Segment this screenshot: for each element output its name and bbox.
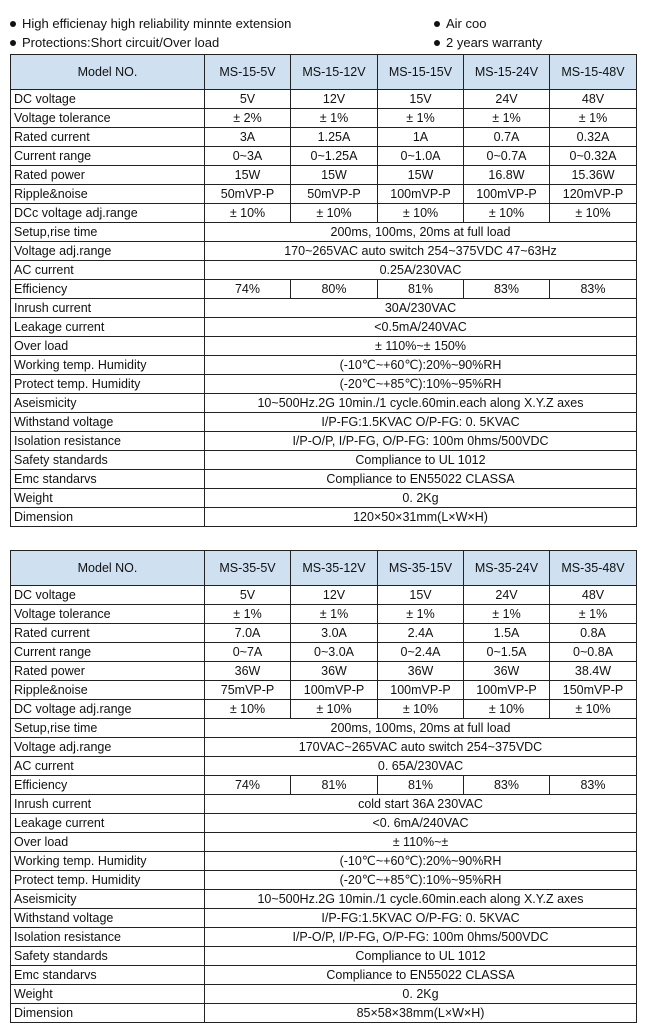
model-header: MS-35-12V bbox=[291, 551, 378, 586]
table-row bbox=[11, 757, 637, 776]
row-label: Aseismicity bbox=[11, 394, 205, 413]
table-row bbox=[11, 90, 637, 109]
row-label: Inrush current bbox=[11, 795, 205, 814]
spec-value: 0. 65A/230VAC bbox=[205, 757, 637, 776]
row-label: Weight bbox=[11, 489, 205, 508]
row-label: Voltage adj.range bbox=[11, 242, 205, 261]
spec-value: 15W bbox=[378, 166, 464, 185]
spec-value: ± 10% bbox=[291, 204, 378, 223]
row-label: Voltage adj.range bbox=[11, 738, 205, 757]
spec-value: ± 10% bbox=[464, 700, 550, 719]
row-label: Safety standards bbox=[11, 947, 205, 966]
table-row bbox=[11, 337, 637, 356]
row-label: Setup,rise time bbox=[11, 223, 205, 242]
spec-value: 1.5A bbox=[464, 624, 550, 643]
spec-value: 81% bbox=[378, 776, 464, 795]
table-row bbox=[11, 681, 637, 700]
table-row bbox=[11, 109, 637, 128]
table-row bbox=[11, 605, 637, 624]
bullet-icon bbox=[434, 21, 440, 27]
spec-value: Compliance to EN55022 CLASSA bbox=[205, 966, 637, 985]
spec-value: ± 2% bbox=[205, 109, 291, 128]
spec-value: 100mVP-P bbox=[378, 681, 464, 700]
row-label: Protect temp. Humidity bbox=[11, 871, 205, 890]
feature-row bbox=[10, 33, 646, 52]
table-row bbox=[11, 814, 637, 833]
row-label: AC current bbox=[11, 261, 205, 280]
row-label: Withstand voltage bbox=[11, 413, 205, 432]
spec-value: (-10℃~+60℃):20%~90%RH bbox=[205, 852, 637, 871]
spec-value: 0~2.4A bbox=[378, 643, 464, 662]
table-row bbox=[11, 299, 637, 318]
table-row bbox=[11, 394, 637, 413]
table-row bbox=[11, 508, 637, 527]
spec-value: 100mVP-P bbox=[464, 185, 550, 204]
row-label: Isolation resistance bbox=[11, 928, 205, 947]
spec-value: 48V bbox=[550, 90, 637, 109]
table-row bbox=[11, 890, 637, 909]
spec-value: I/P-O/P, I/P-FG, O/P-FG: 100m 0hms/500VDC bbox=[205, 432, 637, 451]
table-row bbox=[11, 432, 637, 451]
row-label: DCc voltage adj.range bbox=[11, 204, 205, 223]
spec-value: 50mVP-P bbox=[291, 185, 378, 204]
table-row bbox=[11, 356, 637, 375]
spec-value: 74% bbox=[205, 280, 291, 299]
table-row bbox=[11, 852, 637, 871]
spec-value: 5V bbox=[205, 90, 291, 109]
row-label: Leakage current bbox=[11, 814, 205, 833]
spec-value: 150mVP-P bbox=[550, 681, 637, 700]
feature-item bbox=[434, 14, 486, 33]
table-row bbox=[11, 776, 637, 795]
features-list bbox=[10, 14, 646, 52]
spec-value: 83% bbox=[464, 776, 550, 795]
table-row bbox=[11, 147, 637, 166]
spec-value: 3.0A bbox=[291, 624, 378, 643]
spec-value: ± 1% bbox=[464, 109, 550, 128]
table-row bbox=[11, 128, 637, 147]
spec-table-ms-35 bbox=[10, 550, 637, 1023]
spec-value: 120mVP-P bbox=[550, 185, 637, 204]
spec-value: 36W bbox=[464, 662, 550, 681]
row-label: Protect temp. Humidity bbox=[11, 375, 205, 394]
spec-value: ± 10% bbox=[291, 700, 378, 719]
spec-value: ± 10% bbox=[550, 700, 637, 719]
spec-value: 36W bbox=[378, 662, 464, 681]
row-label: Dimension bbox=[11, 1004, 205, 1023]
row-label: Voltage tolerance bbox=[11, 605, 205, 624]
model-header: MS-35-5V bbox=[205, 551, 291, 586]
model-header: MS-15-24V bbox=[464, 55, 550, 90]
spec-value: 7.0A bbox=[205, 624, 291, 643]
spec-value: 0~0.32A bbox=[550, 147, 637, 166]
feature-text: Air coo bbox=[446, 16, 487, 31]
spec-value: 2.4A bbox=[378, 624, 464, 643]
row-label: Efficiency bbox=[11, 776, 205, 795]
spec-value: 3A bbox=[205, 128, 291, 147]
row-label: Over load bbox=[11, 833, 205, 852]
spec-value: 48V bbox=[550, 586, 637, 605]
spec-value: <0.5mA/240VAC bbox=[205, 318, 637, 337]
spec-value: 24V bbox=[464, 90, 550, 109]
spec-value: 15W bbox=[205, 166, 291, 185]
table-row bbox=[11, 643, 637, 662]
spec-value: 15W bbox=[291, 166, 378, 185]
spec-value: 83% bbox=[550, 280, 637, 299]
table-row bbox=[11, 947, 637, 966]
spec-table-ms-15 bbox=[10, 54, 637, 527]
spec-value: I/P-O/P, I/P-FG, O/P-FG: 100m 0hms/500VDC bbox=[205, 928, 637, 947]
spec-value: ± 1% bbox=[291, 605, 378, 624]
spec-value: 83% bbox=[464, 280, 550, 299]
row-label: Rated power bbox=[11, 662, 205, 681]
spec-value: 36W bbox=[205, 662, 291, 681]
spec-value: ± 110%~± bbox=[205, 833, 637, 852]
table-row bbox=[11, 261, 637, 280]
spec-value: ± 1% bbox=[464, 605, 550, 624]
table-row bbox=[11, 413, 637, 432]
spec-value: (-20℃~+85℃):10%~95%RH bbox=[205, 871, 637, 890]
feature-text: 2 years warranty bbox=[446, 35, 543, 50]
model-header: MS-15-12V bbox=[291, 55, 378, 90]
bullet-icon bbox=[10, 40, 16, 46]
spec-value: 10~500Hz.2G 10min./1 cycle.60min.each along X.Y.Z axes bbox=[205, 394, 637, 413]
spec-value: 170~265VAC auto switch 254~375VDC 47~63Hz bbox=[205, 242, 637, 261]
row-label: Current range bbox=[11, 643, 205, 662]
row-label: Working temp. Humidity bbox=[11, 356, 205, 375]
spec-value: 12V bbox=[291, 586, 378, 605]
row-label: Rated power bbox=[11, 166, 205, 185]
table-row bbox=[11, 166, 637, 185]
spec-value: 15V bbox=[378, 586, 464, 605]
spec-value: ± 1% bbox=[291, 109, 378, 128]
spec-value: 15V bbox=[378, 90, 464, 109]
table-row bbox=[11, 928, 637, 947]
spec-value: 1.25A bbox=[291, 128, 378, 147]
row-label: Dimension bbox=[11, 508, 205, 527]
spec-value: ± 1% bbox=[205, 605, 291, 624]
bullet-icon bbox=[434, 40, 440, 46]
spec-value: 200ms, 100ms, 20ms at full load bbox=[205, 719, 637, 738]
spec-value: 0~0.8A bbox=[550, 643, 637, 662]
feature-text: High efficienay high reliability minnte extension bbox=[22, 16, 292, 31]
row-label: Leakage current bbox=[11, 318, 205, 337]
spec-value: ± 10% bbox=[378, 700, 464, 719]
table-row bbox=[11, 375, 637, 394]
table-row bbox=[11, 586, 637, 605]
row-label: Efficiency bbox=[11, 280, 205, 299]
spec-value: 85×58×38mm(L×W×H) bbox=[205, 1004, 637, 1023]
spec-value: 1A bbox=[378, 128, 464, 147]
row-label: Rated current bbox=[11, 128, 205, 147]
spec-value: 0.32A bbox=[550, 128, 637, 147]
spec-value: 100mVP-P bbox=[291, 681, 378, 700]
spec-value: 0.7A bbox=[464, 128, 550, 147]
row-label: DC voltage bbox=[11, 586, 205, 605]
spec-value: <0. 6mA/240VAC bbox=[205, 814, 637, 833]
row-label: Ripple&noise bbox=[11, 185, 205, 204]
table-row bbox=[11, 700, 637, 719]
table-row bbox=[11, 966, 637, 985]
model-header: MS-15-15V bbox=[378, 55, 464, 90]
spec-value: 200ms, 100ms, 20ms at full load bbox=[205, 223, 637, 242]
table-row bbox=[11, 204, 637, 223]
spec-value: 0~1.25A bbox=[291, 147, 378, 166]
spec-value: ± 10% bbox=[205, 204, 291, 223]
table-row bbox=[11, 185, 637, 204]
spec-value: 83% bbox=[550, 776, 637, 795]
spec-value: 81% bbox=[378, 280, 464, 299]
spec-value: 0. 2Kg bbox=[205, 985, 637, 1004]
table-row bbox=[11, 833, 637, 852]
spec-value: ± 110%~± 150% bbox=[205, 337, 637, 356]
spec-value: 0~1.5A bbox=[464, 643, 550, 662]
spec-value: 0~1.0A bbox=[378, 147, 464, 166]
spec-value: Compliance to UL 1012 bbox=[205, 451, 637, 470]
row-label: DC voltage bbox=[11, 90, 205, 109]
feature-text: Protections:Short circuit/Over load bbox=[22, 35, 220, 50]
header-label: Model NO. bbox=[11, 55, 205, 90]
spec-value: 5V bbox=[205, 586, 291, 605]
spec-value: 0~0.7A bbox=[464, 147, 550, 166]
spec-value: 100mVP-P bbox=[378, 185, 464, 204]
spec-value: ± 1% bbox=[550, 109, 637, 128]
row-label: Current range bbox=[11, 147, 205, 166]
feature-item bbox=[10, 33, 219, 52]
row-label: Setup,rise time bbox=[11, 719, 205, 738]
spec-value: 74% bbox=[205, 776, 291, 795]
row-label: Ripple&noise bbox=[11, 681, 205, 700]
row-label: Emc standarvs bbox=[11, 470, 205, 489]
row-label: Weight bbox=[11, 985, 205, 1004]
row-label: Voltage tolerance bbox=[11, 109, 205, 128]
spec-value: 16.8W bbox=[464, 166, 550, 185]
spec-value: Compliance to UL 1012 bbox=[205, 947, 637, 966]
spec-value: ± 1% bbox=[378, 109, 464, 128]
spec-value: 50mVP-P bbox=[205, 185, 291, 204]
spec-value: cold start 36A 230VAC bbox=[205, 795, 637, 814]
spec-value: (-10℃~+60℃):20%~90%RH bbox=[205, 356, 637, 375]
table-row bbox=[11, 624, 637, 643]
spec-value: 170VAC~265VAC auto switch 254~375VDC bbox=[205, 738, 637, 757]
spec-value: 0~3A bbox=[205, 147, 291, 166]
table-row bbox=[11, 489, 637, 508]
spec-value: 38.4W bbox=[550, 662, 637, 681]
bullet-icon bbox=[10, 21, 16, 27]
row-label: Inrush current bbox=[11, 299, 205, 318]
table-row bbox=[11, 871, 637, 890]
feature-row bbox=[10, 14, 646, 33]
feature-item bbox=[10, 14, 291, 33]
spec-value: 12V bbox=[291, 90, 378, 109]
spec-value: 24V bbox=[464, 586, 550, 605]
spec-value: 0.25A/230VAC bbox=[205, 261, 637, 280]
spec-value: 0~7A bbox=[205, 643, 291, 662]
row-label: Aseismicity bbox=[11, 890, 205, 909]
spec-value: 80% bbox=[291, 280, 378, 299]
row-label: Safety standards bbox=[11, 451, 205, 470]
table-row bbox=[11, 451, 637, 470]
spec-value: 10~500Hz.2G 10min./1 cycle.60min.each along X.Y.Z axes bbox=[205, 890, 637, 909]
spec-value: Compliance to EN55022 CLASSA bbox=[205, 470, 637, 489]
spec-value: 81% bbox=[291, 776, 378, 795]
row-label: Isolation resistance bbox=[11, 432, 205, 451]
header-label: Model NO. bbox=[11, 551, 205, 586]
table-row bbox=[11, 1004, 637, 1023]
spec-value: ± 1% bbox=[550, 605, 637, 624]
table-row bbox=[11, 738, 637, 757]
spec-value: ± 10% bbox=[464, 204, 550, 223]
spec-value: I/P-FG:1.5KVAC O/P-FG: 0. 5KVAC bbox=[205, 909, 637, 928]
table-row bbox=[11, 470, 637, 489]
spec-value: ± 10% bbox=[550, 204, 637, 223]
row-label: Over load bbox=[11, 337, 205, 356]
spec-value: ± 1% bbox=[378, 605, 464, 624]
table-row bbox=[11, 909, 637, 928]
table-row bbox=[11, 318, 637, 337]
row-label: AC current bbox=[11, 757, 205, 776]
table-row bbox=[11, 662, 637, 681]
spec-value: 75mVP-P bbox=[205, 681, 291, 700]
table-header-row bbox=[11, 551, 637, 586]
spec-value: (-20℃~+85℃):10%~95%RH bbox=[205, 375, 637, 394]
spec-value: 100mVP-P bbox=[464, 681, 550, 700]
spec-value: ± 10% bbox=[205, 700, 291, 719]
table-header-row bbox=[11, 55, 637, 90]
table-row bbox=[11, 280, 637, 299]
spec-value: ± 10% bbox=[378, 204, 464, 223]
model-header: MS-35-24V bbox=[464, 551, 550, 586]
spec-value: 0. 2Kg bbox=[205, 489, 637, 508]
spec-value: 0~3.0A bbox=[291, 643, 378, 662]
feature-item bbox=[434, 33, 542, 52]
model-header: MS-35-48V bbox=[550, 551, 637, 586]
spec-value: 120×50×31mm(L×W×H) bbox=[205, 508, 637, 527]
row-label: Withstand voltage bbox=[11, 909, 205, 928]
spec-value: 15.36W bbox=[550, 166, 637, 185]
table-row bbox=[11, 795, 637, 814]
row-label: Working temp. Humidity bbox=[11, 852, 205, 871]
table-row bbox=[11, 719, 637, 738]
table-row bbox=[11, 223, 637, 242]
spec-value: 0.8A bbox=[550, 624, 637, 643]
spec-value: 30A/230VAC bbox=[205, 299, 637, 318]
row-label: Emc standarvs bbox=[11, 966, 205, 985]
model-header: MS-15-5V bbox=[205, 55, 291, 90]
row-label: Rated current bbox=[11, 624, 205, 643]
spec-value: 36W bbox=[291, 662, 378, 681]
spec-value: I/P-FG:1.5KVAC O/P-FG: 0. 5KVAC bbox=[205, 413, 637, 432]
model-header: MS-15-48V bbox=[550, 55, 637, 90]
row-label: DC voltage adj.range bbox=[11, 700, 205, 719]
model-header: MS-35-15V bbox=[378, 551, 464, 586]
table-row bbox=[11, 242, 637, 261]
table-row bbox=[11, 985, 637, 1004]
